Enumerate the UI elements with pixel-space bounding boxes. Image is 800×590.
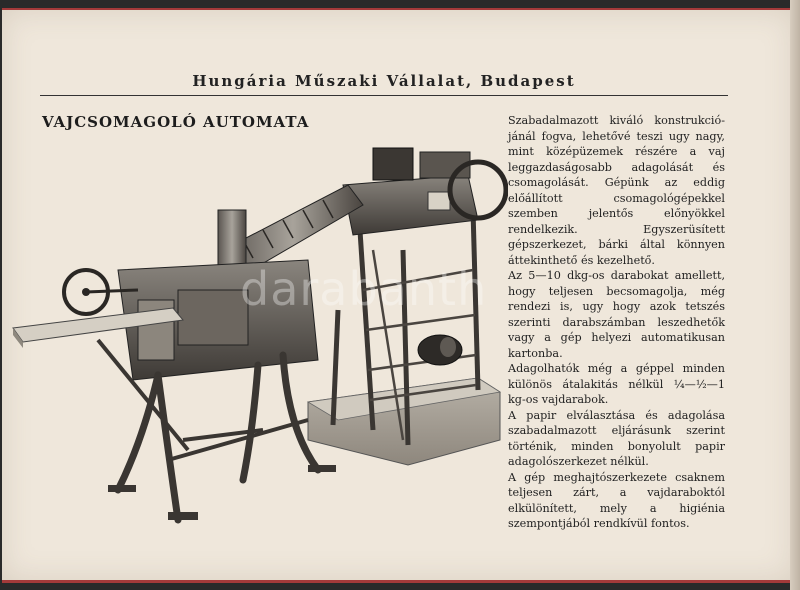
header-divider	[40, 95, 728, 96]
paragraph: Az 5—10 dkg-os darabokat amellett, hogy teljesen becsomagolja, még rendezi is, ugy hogy azok tetszés szerinti darabszámban leszedhetők vagy a gép helyezi automatikusan kartonba.	[508, 269, 725, 360]
paragraph: A papir elválasztása és adagolása szabadalmazott eljárásunk szerint történik, minden bonyolult papir adagolószerkezet nélkül.	[508, 408, 725, 468]
page-edge	[790, 0, 800, 590]
page-title: VAJCSOMAGOLÓ AUTOMATA	[42, 113, 310, 131]
paragraph: Adagolhatók még a géppel minden különös átalakitás nélkül ¼—½—1 kg-os vajdarabok.	[508, 362, 725, 406]
description-text	[508, 113, 725, 532]
paragraph: A gép meghajtószerkezete csaknem teljesen zárt, a vajdaraboktól elkülönített, mely a higiénia szempontjából rendkívül fontos.	[508, 470, 725, 530]
page-header: Hungária Műszaki Vállalat, Budapest	[192, 72, 576, 90]
paragraph: Szabadalmazott kiváló konstrukció-jánál fogva, lehetővé teszi ugy nagy, mint középüzemek részére a vaj leggazdaságosabb adagolását és csomagolását. Gépünk az eddig előállított csomagológépekkel szemben jelentős előnyökkel rendelkezik. Egyszerüsített gépszerkezet, bárki által könnyen áttekinthető és kezelhető.	[508, 114, 725, 267]
watermark: darabanth	[240, 262, 488, 316]
butter-packing-machine-illustration	[8, 140, 508, 535]
